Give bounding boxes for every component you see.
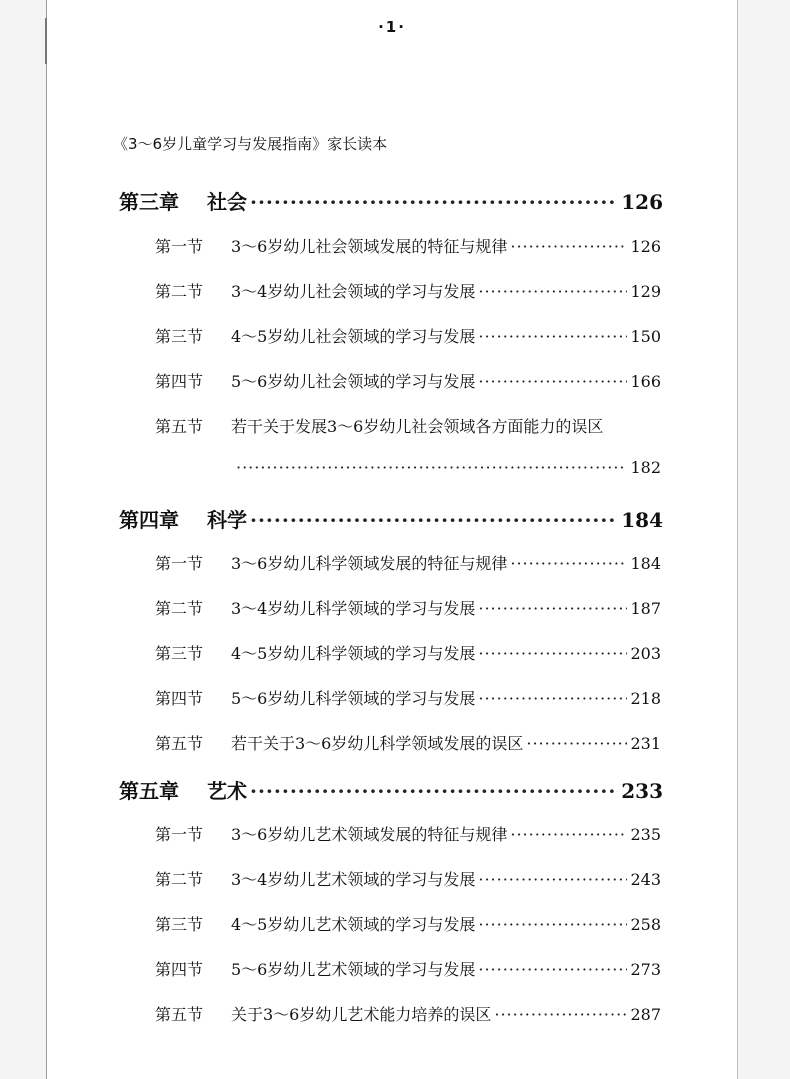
section-page: 187: [630, 599, 661, 618]
dot-leader: [478, 372, 627, 391]
section-number: 第五节: [155, 734, 204, 753]
chapter-title: 社会: [207, 190, 247, 214]
dot-leader: [510, 554, 627, 573]
dot-leader: [478, 282, 627, 301]
section-number: 第二节: [155, 599, 204, 618]
section-title: 4～5岁幼儿科学领域的学习与发展: [231, 644, 476, 663]
dot-leader: [510, 825, 627, 844]
toc-section[interactable]: [155, 551, 661, 574]
dot-leader: [494, 1005, 627, 1024]
section-number: 第四节: [155, 372, 204, 391]
chapter-page: 184: [621, 508, 663, 532]
section-number: 第一节: [155, 825, 204, 844]
chapter-title: 艺术: [207, 779, 247, 803]
section-title: 3～6岁幼儿科学领域发展的特征与规律: [231, 554, 508, 573]
dot-leader: [250, 190, 618, 214]
dot-leader: [478, 960, 627, 979]
toc-chapter-3[interactable]: [119, 186, 663, 215]
running-head: 《3～6岁儿童学习与发展指南》家长读本: [113, 135, 388, 153]
toc-section[interactable]: [155, 867, 661, 890]
chapter-page: 126: [621, 190, 663, 214]
section-title: 3～4岁幼儿艺术领域的学习与发展: [231, 870, 476, 889]
chapter-number: 第五章: [119, 779, 179, 803]
toc-chapter-4[interactable]: [119, 504, 663, 533]
dot-leader: [250, 508, 618, 532]
section-title: 3～4岁幼儿社会领域的学习与发展: [231, 282, 476, 301]
section-title: 5～6岁幼儿社会领域的学习与发展: [231, 372, 476, 391]
dot-leader: [250, 779, 618, 803]
toc-section[interactable]: [155, 234, 661, 257]
section-number: 第四节: [155, 960, 204, 979]
toc-section[interactable]: [155, 596, 661, 619]
section-title: 3～6岁幼儿社会领域发展的特征与规律: [231, 237, 508, 256]
dot-leader: [236, 458, 627, 477]
page-number: ·1·: [378, 18, 406, 36]
chapter-number: 第四章: [119, 508, 179, 532]
section-page: 273: [630, 960, 661, 979]
section-page: 126: [630, 237, 661, 256]
dot-leader: [478, 599, 627, 618]
dot-leader: [478, 327, 627, 346]
section-number: 第三节: [155, 644, 204, 663]
section-number: 第三节: [155, 915, 204, 934]
dot-leader: [478, 644, 627, 663]
toc-chapter-5[interactable]: [119, 775, 663, 804]
section-title: 3～4岁幼儿科学领域的学习与发展: [231, 599, 476, 618]
section-number: 第一节: [155, 237, 204, 256]
dot-leader: [510, 237, 627, 256]
section-page: 184: [630, 554, 661, 573]
section-page: 182: [630, 458, 661, 477]
dot-leader: [478, 689, 627, 708]
section-page: 129: [630, 282, 661, 301]
section-title: 若干关于3～6岁幼儿科学领域发展的误区: [231, 734, 524, 753]
toc-section[interactable]: [155, 324, 661, 347]
section-page: 231: [630, 734, 661, 753]
section-title: 4～5岁幼儿艺术领域的学习与发展: [231, 915, 476, 934]
toc-section[interactable]: [155, 279, 661, 302]
section-page: 243: [630, 870, 661, 889]
section-page: 203: [630, 644, 661, 663]
section-page: 258: [630, 915, 661, 934]
toc-section[interactable]: [155, 1002, 661, 1025]
toc-section[interactable]: [155, 686, 661, 709]
section-number: 第五节: [155, 1005, 204, 1024]
section-page: 235: [630, 825, 661, 844]
section-title: 4～5岁幼儿社会领域的学习与发展: [231, 327, 476, 346]
section-title: 5～6岁幼儿艺术领域的学习与发展: [231, 960, 476, 979]
toc-section[interactable]: [155, 414, 661, 437]
chapter-title: 科学: [207, 508, 247, 532]
chapter-page: 233: [621, 779, 663, 803]
dot-leader: [526, 734, 627, 753]
section-title: 若干关于发展3～6岁幼儿社会领域各方面能力的误区: [231, 417, 604, 436]
section-number: 第四节: [155, 689, 204, 708]
table-of-contents: [47, 0, 737, 1079]
chapter-number: 第三章: [119, 190, 179, 214]
book-page: [46, 0, 738, 1079]
scan-artifact: [45, 18, 47, 64]
section-number: 第五节: [155, 417, 204, 436]
section-number: 第二节: [155, 282, 204, 301]
section-number: 第一节: [155, 554, 204, 573]
section-title: 3～6岁幼儿艺术领域发展的特征与规律: [231, 825, 508, 844]
toc-section-continuation[interactable]: [233, 458, 661, 477]
section-page: 287: [630, 1005, 661, 1024]
section-page: 150: [630, 327, 661, 346]
section-page: 218: [630, 689, 661, 708]
section-title: 5～6岁幼儿科学领域的学习与发展: [231, 689, 476, 708]
section-title: 关于3～6岁幼儿艺术能力培养的误区: [231, 1005, 492, 1024]
section-page: 166: [630, 372, 661, 391]
toc-section[interactable]: [155, 641, 661, 664]
dot-leader: [478, 915, 627, 934]
toc-section[interactable]: [155, 822, 661, 845]
section-number: 第二节: [155, 870, 204, 889]
toc-section[interactable]: [155, 957, 661, 980]
toc-section[interactable]: [155, 731, 661, 754]
section-number: 第三节: [155, 327, 204, 346]
toc-section[interactable]: [155, 912, 661, 935]
toc-section[interactable]: [155, 369, 661, 392]
dot-leader: [478, 870, 627, 889]
